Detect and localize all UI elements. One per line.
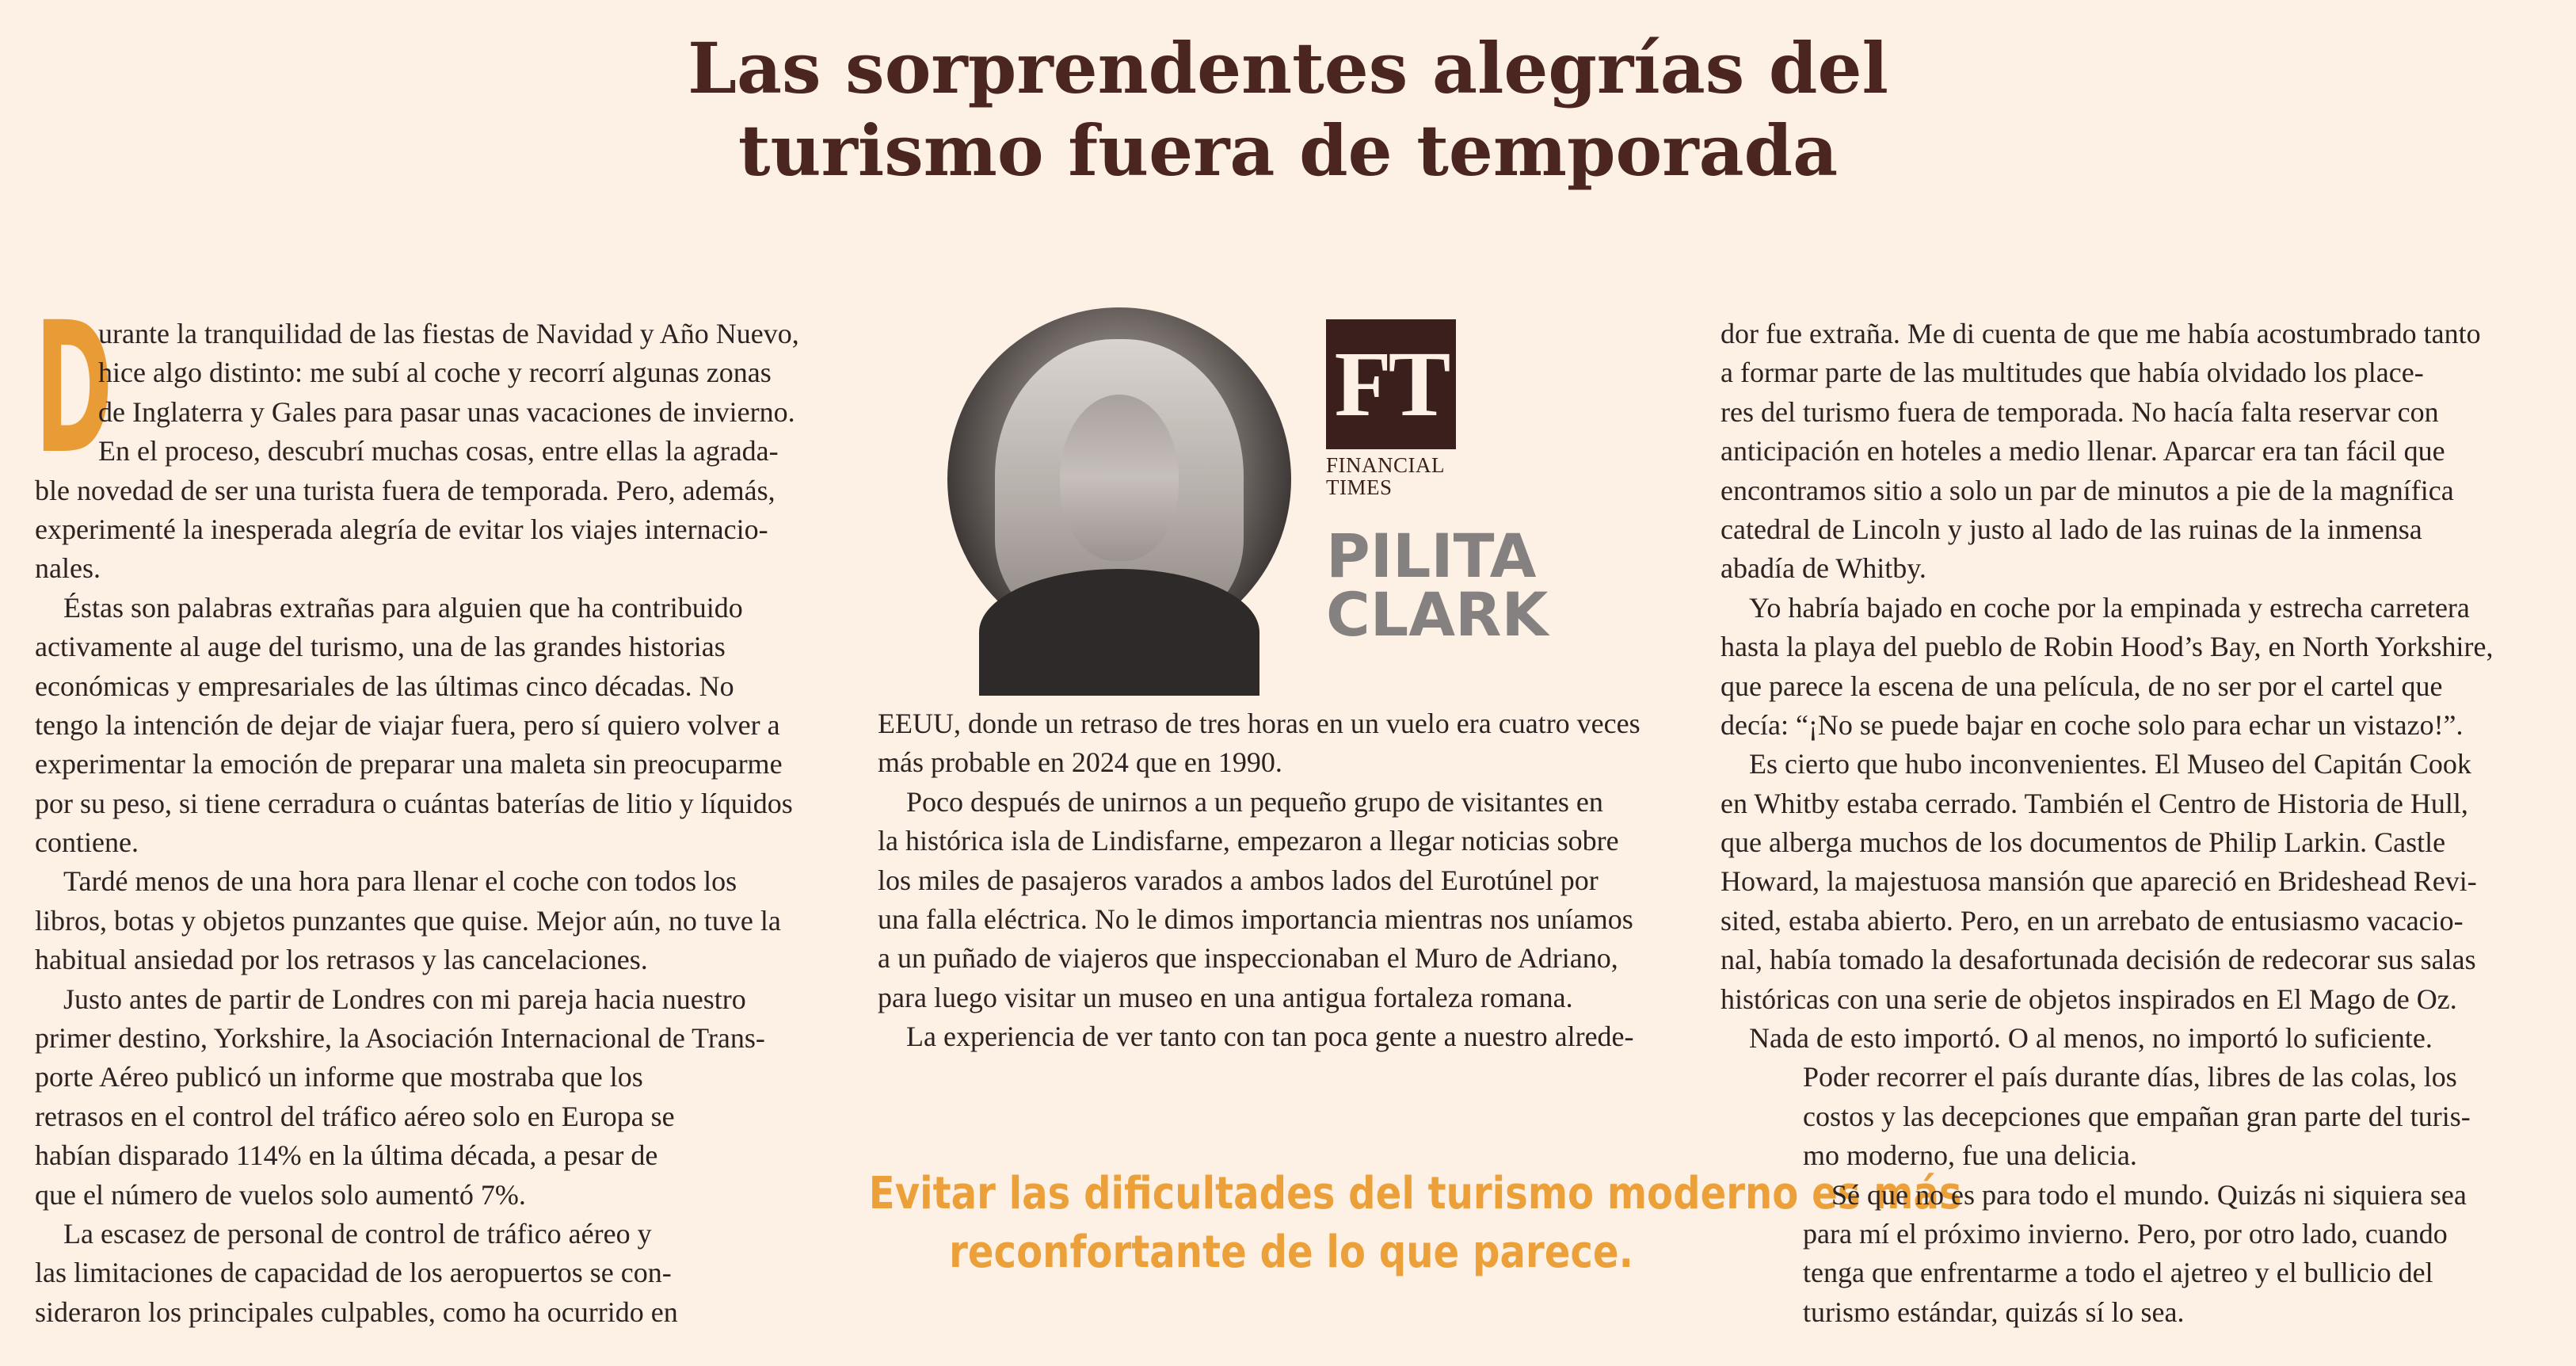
author-photo-face (1060, 395, 1179, 561)
article-line: Es cierto que hubo inconvenientes. El Museo del Capitán Cook (1749, 748, 2471, 780)
article-line: activamente al auge del turismo, una de las grandes historias (35, 631, 726, 663)
author-byline (1326, 521, 1564, 650)
article-line: Yo habría bajado en coche por la empinada y estrecha carretera (1749, 591, 2470, 624)
author-photo-shoulders (979, 569, 1259, 696)
article-line: Sé que no es para todo el mundo. Quizás ni siquiera sea (1831, 1178, 2467, 1211)
article-line: para mí el próximo invierno. Pero, por otro lado, cuando (1803, 1217, 2448, 1250)
article-line: Éstas son palabras extrañas para alguien que ha contribuido (63, 591, 743, 624)
ft-masthead-name (1326, 454, 1484, 498)
author-photo (947, 307, 1291, 651)
article-line: las limitaciones de capacidad de los aeropuertos se con- (35, 1257, 672, 1289)
article-line: tengo la intención de dejar de viajar fuera, pero sí quiero volver a (35, 708, 780, 741)
article-line: experimentar la emoción de preparar una maleta sin preocuparme (35, 748, 783, 780)
article-line: experimenté la inesperada alegría de evitar los viajes internacio- (35, 513, 768, 545)
article-line: res del turismo fuera de temporada. No hacía falta reservar con (1721, 395, 2439, 428)
article-line: Tardé menos de una hora para llenar el coche con todos los (63, 865, 737, 898)
article-line: porte Aéreo publicó un informe que mostraba que los (35, 1061, 643, 1093)
article-line: Poder recorrer el país durante días, libres de las colas, los (1803, 1061, 2457, 1093)
headline-line-2: turismo fuera de temporada (737, 109, 1839, 192)
article-line: La escasez de personal de control de tráfico aéreo y (63, 1217, 652, 1250)
article-line: habían disparado 114% en la última década, a pesar de (35, 1139, 658, 1172)
article-line: contiene. (35, 826, 139, 859)
article-line: abadía de Whitby. (1721, 552, 1926, 585)
article-line: retrasos en el control del tráfico aéreo solo en Europa se (35, 1100, 675, 1132)
article-line: de Inglaterra y Gales para pasar unas vacaciones de invierno. (98, 395, 795, 428)
article-line: tenga que enfrentarme a todo el ajetreo y el bullicio del (1803, 1257, 2433, 1289)
article-line: Justo antes de partir de Londres con mi pareja hacia nuestro (63, 983, 746, 1015)
ft-name-line-1: FINANCIAL (1326, 453, 1445, 477)
pull-quote (868, 1165, 1962, 1282)
article-line: que alberga muchos de los documentos de Philip Larkin. Castle (1721, 826, 2446, 859)
article-line: en Whitby estaba cerrado. También el Centro de Historia de Hull, (1721, 787, 2468, 819)
article-line: una falla eléctrica. No le dimos importancia mientras nos uníamos (878, 902, 1633, 935)
article-line: Howard, la majestuosa mansión que apareció en Brideshead Revi- (1721, 865, 2477, 898)
article-line: sited, estaba abierto. Pero, en un arrebato de entusiasmo vacacio- (1721, 904, 2464, 937)
article-line: sideraron los principales culpables, como ha ocurrido en (35, 1295, 678, 1328)
article-line: históricas con una serie de objetos inspirados en El Mago de Oz. (1721, 983, 2457, 1015)
ft-name-line-2: TIMES (1326, 475, 1393, 499)
article-line: que parece la escena de una película, de no ser por el cartel que (1721, 670, 2443, 702)
article-line: habitual ansiedad por los retrasos y las cancelaciones. (35, 944, 648, 976)
article-line: dor fue extraña. Me di cuenta de que me había acostumbrado tanto (1721, 318, 2481, 349)
article-line: libros, botas y objetos punzantes que quise. Mejor aún, no tuve la (35, 904, 781, 937)
article-column-left (35, 283, 851, 1332)
article-line: que el número de vuelos solo aumentó 7%. (35, 1178, 526, 1211)
author-first-name: PILITA (1326, 521, 1537, 591)
article-line: a un puñado de viajeros que inspeccionaban el Muro de Adriano, (878, 942, 1618, 975)
article-line: nal, había tomado la desafortunada decisión de redecorar sus salas (1721, 944, 2476, 976)
article-line: más probable en 2024 que en 1990. (878, 746, 1282, 779)
article-line: encontramos sitio a solo un par de minutos a pie de la magnífica (1721, 474, 2454, 506)
article-line: urante la tranquilidad de las fiestas de Navidad y Año Nuevo, (98, 318, 799, 349)
article-line: Nada de esto importó. O al menos, no importó lo suficiente. (1749, 1022, 2433, 1055)
article-line: Poco después de unirnos a un pequeño grupo de visitantes en (906, 785, 1603, 818)
article-line: anticipación en hoteles a medio llenar. Aparcar era tan fácil que (1721, 435, 2445, 467)
article-line: catedral de Lincoln y justo al lado de las ruinas de la inmensa (1721, 513, 2422, 545)
article-line: turismo estándar, quizás sí lo sea. (1803, 1295, 2185, 1328)
article-line: mo moderno, fue una delicia. (1803, 1139, 2137, 1172)
article-line: ble novedad de ser una turista fuera de temporada. Pero, además, (35, 474, 775, 506)
article-column-middle (878, 704, 1694, 1057)
article-line: por su peso, si tiene cerradura o cuántas baterías de litio y líquidos (35, 787, 793, 819)
drop-cap: D (35, 283, 113, 494)
article-line: los miles de pasajeros varados a ambos lados del Eurotúnel por (878, 864, 1599, 896)
article-line: hasta la playa del pueblo de Robin Hood’s Bay, en North Yorkshire, (1721, 631, 2494, 663)
pull-quote-line-1: Evitar las dificultades del turismo moderno es más (868, 1168, 1962, 1219)
article-line: nales. (35, 552, 101, 585)
pull-quote-line-2: reconfortante de lo que parece. (949, 1227, 1633, 1278)
article-line: EEUU, donde un retraso de tres horas en un vuelo era cuatro veces (878, 708, 1640, 739)
author-last-name: CLARK (1326, 579, 1549, 650)
article-line: para luego visitar un museo en una antigua fortaleza romana. (878, 981, 1573, 1013)
article-line: hice algo distinto: me subí al coche y recorrí algunas zonas (98, 357, 772, 389)
article-line: costos y las decepciones que empañan gran parte del turis- (1803, 1100, 2471, 1132)
headline-line-1: Las sorprendentes alegrías del (688, 27, 1888, 109)
article-line: primer destino, Yorkshire, la Asociación Internacional de Trans- (35, 1022, 765, 1055)
article-line: decía: “¡No se puede bajar en coche solo para echar un vistazo!”. (1721, 708, 2464, 741)
article-line: económicas y empresariales de las últimas cinco décadas. No (35, 670, 734, 702)
headline (0, 27, 2576, 192)
ft-logo: FT (1326, 319, 1456, 449)
article-line: La experiencia de ver tanto con tan poca gente a nuestro alrede- (906, 1021, 1634, 1053)
article-line: a formar parte de las multitudes que había olvidado los place- (1721, 357, 2424, 389)
article-line: En el proceso, descubrí muchas cosas, entre ellas la agrada- (98, 435, 779, 467)
article-column-right (1721, 315, 2544, 1332)
article-line: la histórica isla de Lindisfarne, empezaron a llegar noticias sobre (878, 825, 1619, 857)
